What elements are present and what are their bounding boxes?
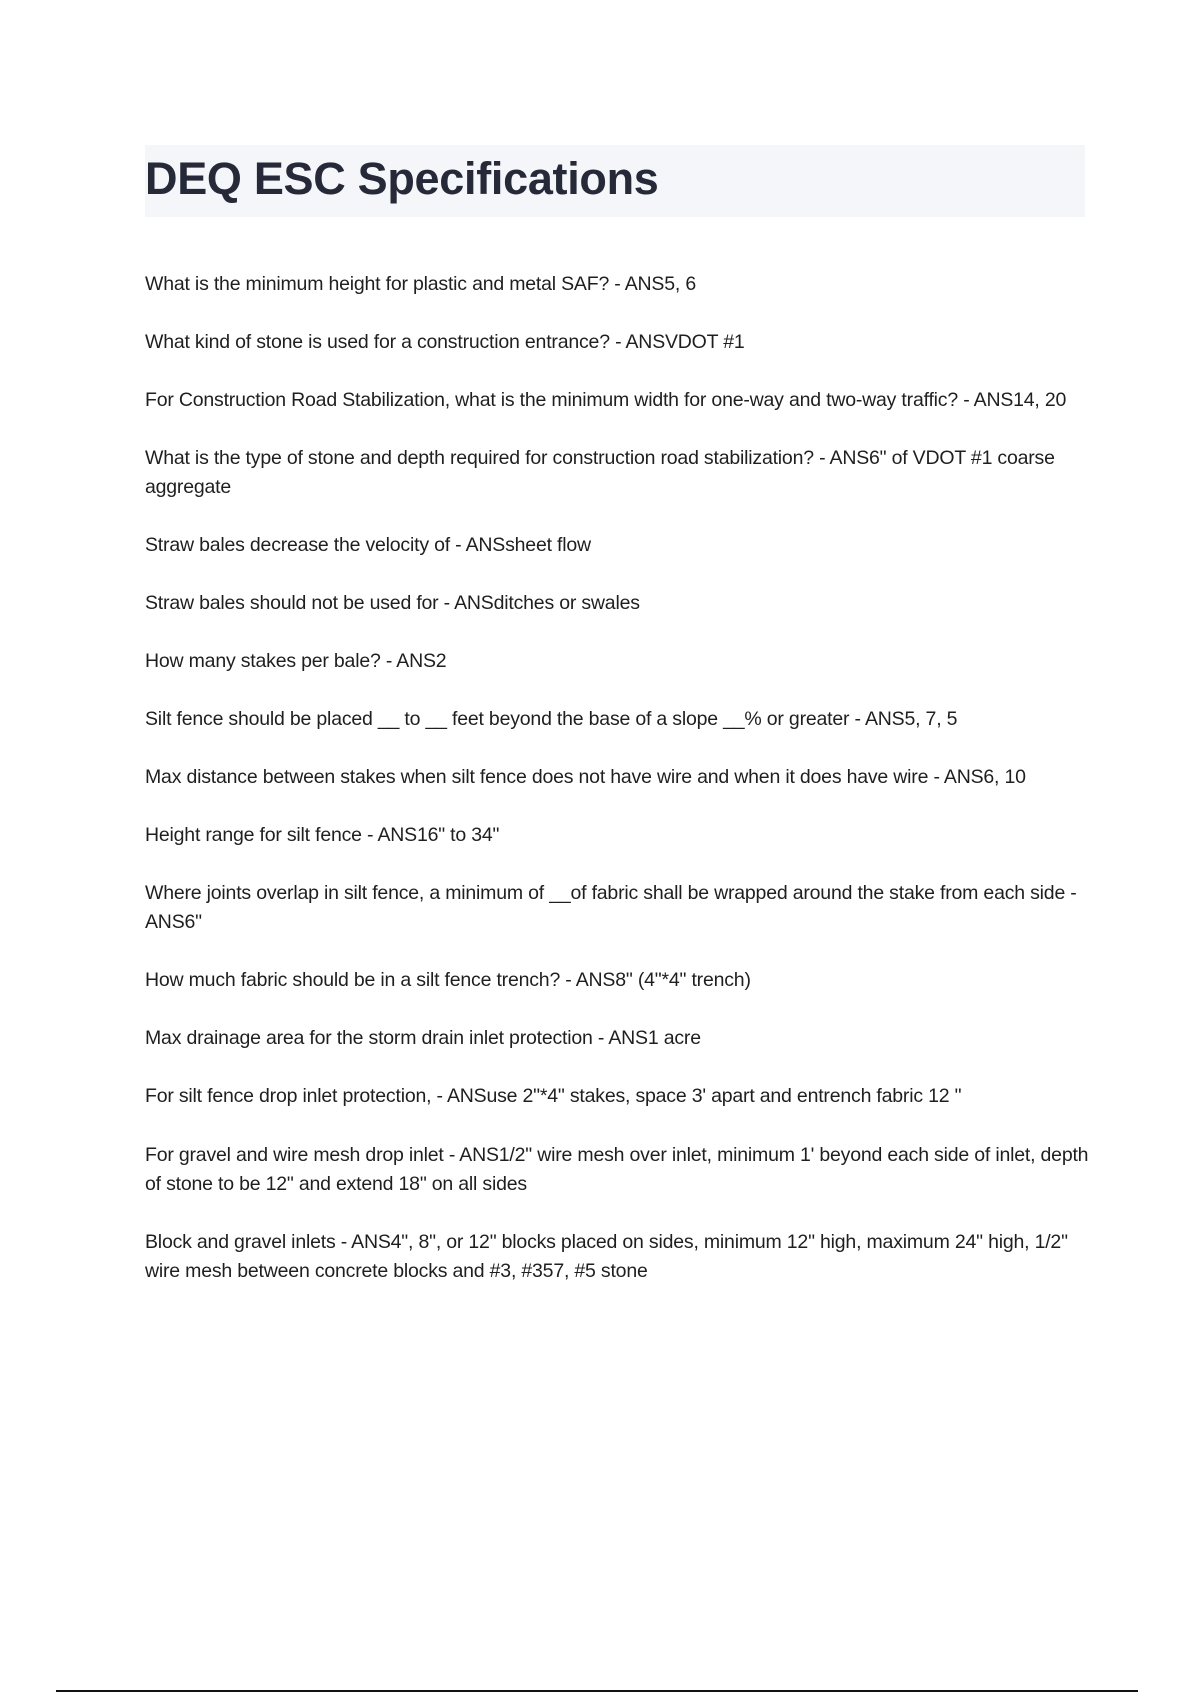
qa-item: For Construction Road Stabilization, what is the minimum width for one-way and two-way traffic? - ANS14, 20 [145,389,1067,411]
qa-item: Straw bales decrease the velocity of - ANSsheet flow [145,534,591,556]
title-banner [145,145,1085,217]
page-title: DEQ ESC Specifications [145,153,659,204]
qa-list [145,270,1090,1315]
qa-item: For gravel and wire mesh drop inlet - ANS1/2" wire mesh over inlet, minimum 1' beyond each side of inlet, depth of stone to be 12" and extend 18" on all sides [145,1144,1089,1195]
footer-divider [56,1690,1138,1692]
qa-item: What kind of stone is used for a construction entrance? - ANSVDOT #1 [145,331,745,353]
qa-item: How many stakes per bale? - ANS2 [145,650,447,672]
qa-item: What is the type of stone and depth required for construction road stabilization? - ANS6" of VDOT #1 coarse aggregate [145,447,1055,498]
qa-item: Where joints overlap in silt fence, a minimum of __of fabric shall be wrapped around the stake from each side - ANS6" [145,882,1077,933]
qa-item: Max distance between stakes when silt fence does not have wire and when it does have wire - ANS6, 10 [145,766,1026,788]
qa-item: Height range for silt fence - ANS16" to 34" [145,824,500,846]
qa-item: Silt fence should be placed __ to __ feet beyond the base of a slope __% or greater - ANS5, 7, 5 [145,708,958,730]
qa-item: Max drainage area for the storm drain inlet protection - ANS1 acre [145,1027,701,1049]
qa-item: How much fabric should be in a silt fence trench? - ANS8" (4"*4" trench) [145,969,751,991]
qa-item: Straw bales should not be used for - ANSditches or swales [145,592,640,614]
qa-item: For silt fence drop inlet protection, - ANSuse 2"*4" stakes, space 3' apart and entrench fabric 12 " [145,1085,962,1107]
qa-item: What is the minimum height for plastic and metal SAF? - ANS5, 6 [145,273,696,295]
qa-item: Block and gravel inlets - ANS4", 8", or 12" blocks placed on sides, minimum 12" high, maximum 24" high, 1/2" wire mesh between concrete blocks and #3, #357, #5 stone [145,1231,1068,1282]
